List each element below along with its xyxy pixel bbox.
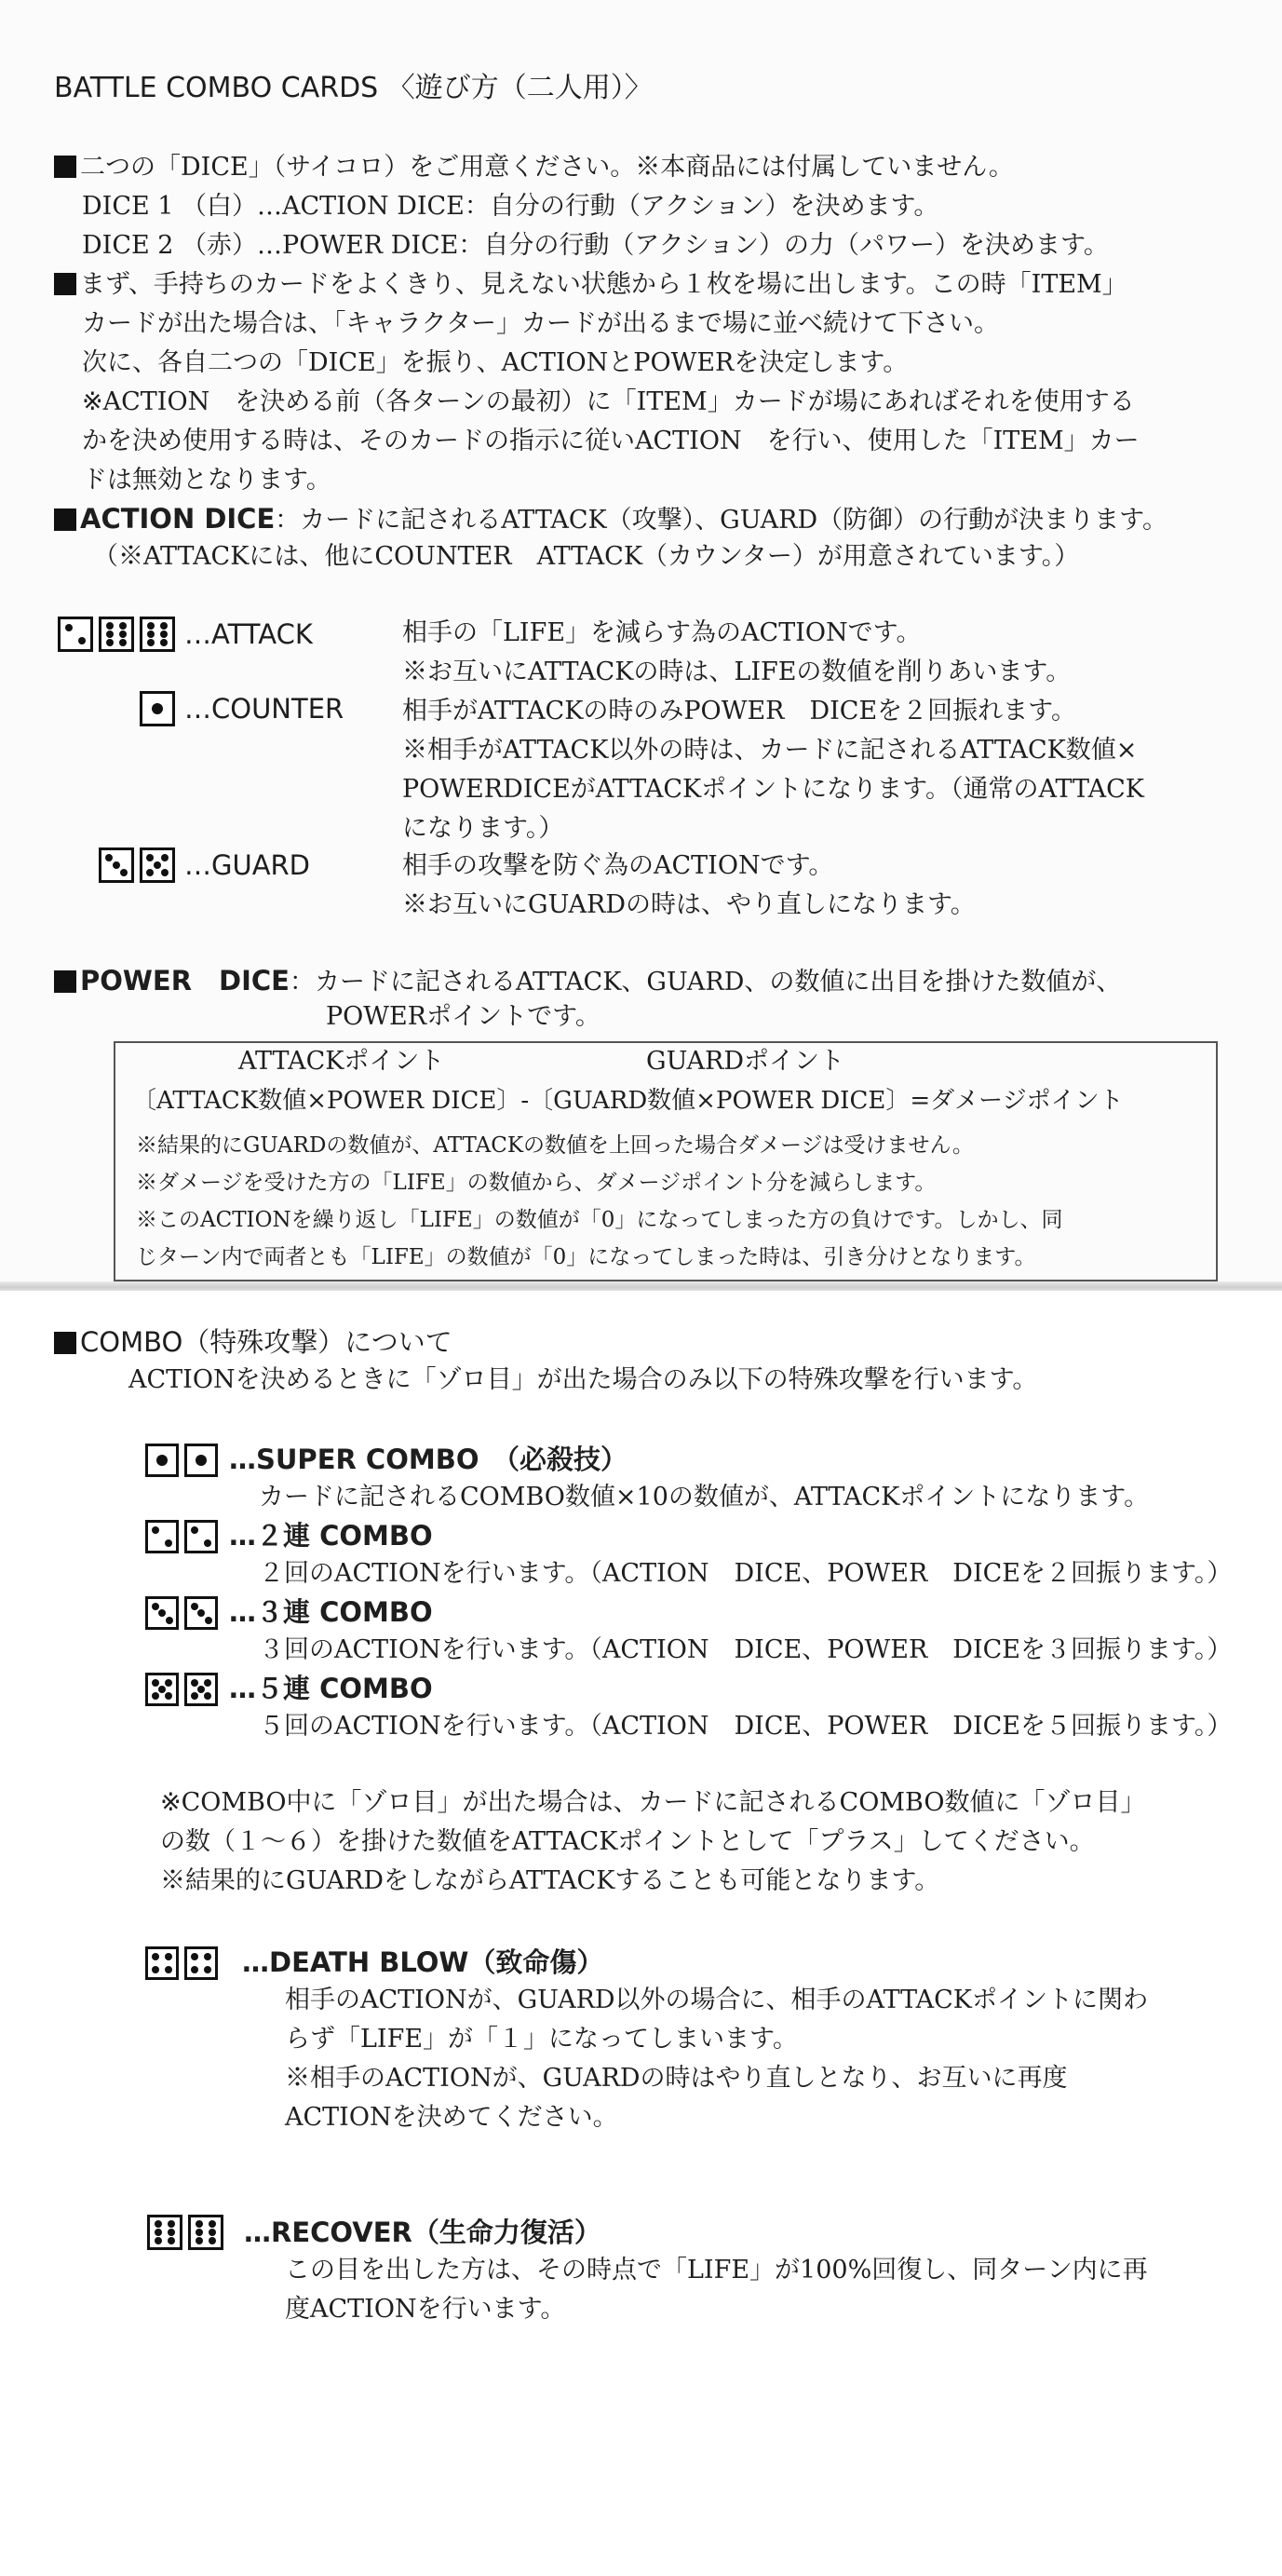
die-pip (155, 2220, 162, 2228)
die-pip (205, 1617, 212, 1624)
die-pip (119, 639, 127, 646)
die-pip (147, 622, 155, 630)
die-pip (191, 1679, 198, 1687)
counter-line-1: ※相手がATTACK以外の時は、カードに記されるATTACK数値× (402, 736, 1138, 765)
combo-heading-line (54, 1324, 452, 1361)
die-pip (196, 2237, 203, 2244)
bullet-square-icon (54, 273, 76, 295)
p2-line-4: かを決め使用する時は、そのカードの指示に従いACTION を行い、使用した「ITEM」カー (82, 427, 1140, 455)
power-dice-heading: POWER DICE (80, 965, 290, 997)
die-pip (191, 1692, 198, 1700)
recover-line-1: 度ACTIONを行います。 (285, 2295, 566, 2324)
die-pip (106, 622, 114, 630)
die-face-3-icon (184, 1596, 218, 1630)
die-pip (119, 630, 127, 638)
die-pip (146, 854, 154, 861)
die-pip (204, 1966, 211, 1973)
die-pip (168, 2220, 175, 2228)
die-pip (161, 854, 169, 861)
die-face-1-icon (184, 1444, 218, 1477)
die-face-2-icon (184, 1520, 218, 1553)
p2-line-1: カードが出た場合は、「キャラクター」カードが出るまで場に並べ続けて下さい。 (82, 309, 999, 338)
die-pip (191, 1966, 198, 1973)
power-text-2: POWERポイントです。 (326, 1002, 601, 1031)
die-face-6-icon (147, 2215, 182, 2250)
die-face-6-icon (99, 617, 134, 652)
action-dice-heading: ACTION DICE (80, 503, 276, 535)
die-pip (152, 1603, 159, 1610)
guard-label: …GUARD (184, 849, 311, 881)
die-pip (168, 2237, 175, 2244)
death-blow-line-1: らず「LIFE」が「１」になってしまいます。 (285, 2025, 798, 2054)
die-pip (197, 1686, 205, 1693)
die-face-2-icon (58, 617, 93, 652)
die-pip (152, 1953, 159, 1960)
counter-line-3: になります。） (402, 814, 564, 843)
die-face-4-icon (145, 1946, 179, 1980)
super-combo-desc: カードに記されるCOMBO数値×10の数値が、ATTACKポイントになります。 (259, 1483, 1150, 1512)
combo-5-desc: ５回のACTIONを行います。（ACTION DICE、POWER DICEを５回振ります。） (259, 1712, 1233, 1741)
guard-line-1: ※お互いにGUARDの時は、やり直しになります。 (402, 890, 976, 919)
death-blow-line-3: ACTIONを決めてください。 (285, 2103, 618, 2132)
die-pip (147, 639, 155, 646)
counter-label: …COUNTER (184, 693, 344, 725)
bullet-square-icon (54, 1332, 76, 1354)
die-pip (152, 1966, 159, 1973)
die-face-1-icon (140, 691, 175, 726)
die-pip (165, 1953, 172, 1960)
die-pip (155, 2237, 162, 2244)
attack-label: …ATTACK (184, 618, 313, 650)
die-face-4-icon (184, 1946, 218, 1980)
die-pip (160, 622, 168, 630)
die-face-1-icon (145, 1444, 179, 1477)
title (54, 71, 653, 106)
damage-formula: 〔ATTACK数値×POWER DICE〕-〔GUARD数値×POWER DICE〕=ダメージポイント (132, 1087, 1124, 1115)
die-face-5-icon (140, 847, 175, 883)
combo-3-desc: ３回のACTIONを行います。（ACTION DICE、POWER DICEを３回振ります。） (259, 1635, 1233, 1664)
counter-line-2: POWERDICEがATTACKポイントになります。（通常のATTACK (402, 775, 1144, 804)
page-top (0, 0, 1282, 1285)
title-jp: 〈遊び方（二人用）〉 (386, 72, 653, 104)
combo-note-0: ※COMBO中に「ゾロ目」が出た場合は、カードに記されるCOMBO数値に「ゾロ目」 (160, 1788, 1146, 1817)
die-pip (197, 1609, 205, 1617)
die-face-5-icon (145, 1673, 179, 1706)
die-pip (196, 1455, 207, 1466)
die-pip (147, 630, 155, 638)
die-pip (152, 1692, 159, 1700)
guard-point-label: GUARDポイント (646, 1047, 844, 1076)
die-pip (146, 869, 154, 876)
die-pip (119, 622, 127, 630)
recover-line-0: この目を出した方は、その時点で「LIFE」が100%回復し、同ターン内に再 (285, 2256, 1148, 2285)
combo-note-2: ※結果的にGUARDをしながらATTACKすることも可能となります。 (160, 1866, 940, 1895)
die-pip (105, 854, 113, 861)
die-pip (158, 1686, 166, 1693)
attack-line-1: ※お互いにATTACKの時は、LIFEの数値を削りあいます。 (402, 658, 1072, 686)
p1-line-0: 二つの「DICE」（サイコロ）をご用意ください。※本商品には付属していません。 (54, 151, 1014, 184)
die-pip (204, 1953, 211, 1960)
attack-line-0: 相手の「LIFE」を減らす為のACTIONです。 (402, 618, 922, 647)
death-blow-line-2: ※相手のACTIONが、GUARDの時はやり直しとなり、お互いに再度 (285, 2064, 1068, 2093)
action-dice-line: ACTION DICE：カードに記されるATTACK（攻撃）、GUARD（防御）の行動が決まります。 (54, 501, 1167, 537)
p2-line-0: まず、手持ちのカードをよくきり、見えない状態から１枚を場に出します。この時「ITEM」 (54, 268, 1127, 302)
die-pip (168, 2229, 175, 2236)
die-pip (78, 637, 86, 644)
recover-label: …RECOVER（生命力復活） (244, 2217, 601, 2248)
combo-5-label: …５連 COMBO (229, 1673, 433, 1704)
combo-2-desc: ２回のACTIONを行います。（ACTION DICE、POWER DICEを２回振ります。） (259, 1559, 1233, 1588)
bullet-square-icon (54, 156, 76, 178)
death-blow-line-0: 相手のACTIONが、GUARD以外の場合に、相手のATTACKポイントに関わ (285, 1986, 1148, 2014)
p1-line-1: DICE 1 （白）…ACTION DICE：自分の行動（アクション）を決めます。 (82, 192, 939, 221)
die-face-2-icon (145, 1520, 179, 1553)
die-pip (165, 1679, 172, 1687)
die-face-3-icon (99, 847, 134, 883)
die-pip (160, 639, 168, 646)
die-pip (160, 630, 168, 638)
die-face-6-icon (188, 2215, 223, 2250)
die-face-6-icon (140, 617, 175, 652)
die-pip (191, 1953, 198, 1960)
box-note-1: ※ダメージを受けた方の「LIFE」の数値から、ダメージポイント分を減らします。 (136, 1171, 937, 1195)
title-en: BATTLE COMBO CARDS (54, 72, 379, 104)
combo-note-1: の数（１～６）を掛けた数値をATTACKポイントとして「プラス」してください。 (160, 1827, 1095, 1856)
die-pip (152, 1679, 159, 1687)
combo-2-label: …２連 COMBO (229, 1520, 433, 1552)
die-pip (165, 1966, 172, 1973)
die-pip (156, 1455, 168, 1466)
p2-line-5: ドは無効となります。 (82, 466, 331, 495)
p2-line-2: 次に、各自二つの「DICE」を振り、ACTIONとPOWERを決定します。 (82, 348, 909, 377)
action-note: （※ATTACKには、他にCOUNTER ATTACK（カウンター）が用意されています。） (93, 542, 1080, 571)
die-pip (209, 2237, 216, 2244)
die-pip (161, 869, 169, 876)
bullet-square-icon (54, 508, 76, 531)
die-pip (65, 624, 73, 631)
die-pip (191, 1603, 198, 1610)
die-pip (196, 2229, 203, 2236)
box-note-0: ※結果的にGUARDの数値が、ATTACKの数値を上回った場合ダメージは受けません。 (136, 1133, 974, 1158)
die-pip (154, 861, 161, 869)
die-pip (204, 1692, 211, 1700)
die-pip (106, 639, 114, 646)
die-pip (204, 1679, 211, 1687)
die-pip (152, 1526, 159, 1534)
die-pip (165, 1539, 172, 1547)
attack-point-label: ATTACKポイント (238, 1047, 445, 1076)
die-pip (152, 703, 163, 714)
die-pip (158, 1609, 166, 1617)
die-pip (166, 1617, 173, 1624)
power-dice-line: POWER DICE：カードに記されるATTACK、GUARD、の数値に出目を掛けた数値が、 (54, 963, 1121, 999)
box-note-3: じターン内で両者とも「LIFE」の数値が「0」になってしまった時は、引き分けとなります。 (136, 1245, 1036, 1269)
combo-3-label: …３連 COMBO (229, 1596, 433, 1628)
die-pip (106, 630, 114, 638)
die-face-5-icon (184, 1673, 218, 1706)
p1-line-2: DICE 2 （赤）…POWER DICE：自分の行動（アクション）の力（パワー）を決めます。 (82, 231, 1109, 260)
bullet-square-icon (54, 970, 76, 993)
p2-line-3: ※ACTION を決める前（各ターンの最初）に「ITEM」カードが場にあればそれを使用する (82, 387, 1135, 416)
die-pip (209, 2220, 216, 2228)
die-pip (165, 1692, 172, 1700)
guard-line-0: 相手の攻撃を防ぐ為のACTIONです。 (402, 851, 834, 880)
die-face-3-icon (145, 1596, 179, 1630)
die-pip (113, 861, 120, 869)
die-pip (209, 2229, 216, 2236)
die-pip (196, 2220, 203, 2228)
die-pip (204, 1539, 211, 1547)
combo-heading: COMBO（特殊攻撃）について (80, 1326, 452, 1358)
box-note-2: ※このACTIONを繰り返し「LIFE」の数値が「0」になってしまった方の負けです。しかし、同 (136, 1208, 1063, 1232)
combo-intro: ACTIONを決めるときに「ゾロ目」が出た場合のみ以下の特殊攻撃を行います。 (128, 1365, 1038, 1394)
super-combo-label: …SUPER COMBO （必殺技） (229, 1444, 628, 1475)
death-blow-label: …DEATH BLOW（致命傷） (242, 1946, 604, 1978)
die-pip (155, 2229, 162, 2236)
die-pip (191, 1526, 198, 1534)
die-pip (120, 869, 128, 876)
counter-line-0: 相手がATTACKの時のみPOWER DICEを２回振れます。 (402, 697, 1077, 725)
